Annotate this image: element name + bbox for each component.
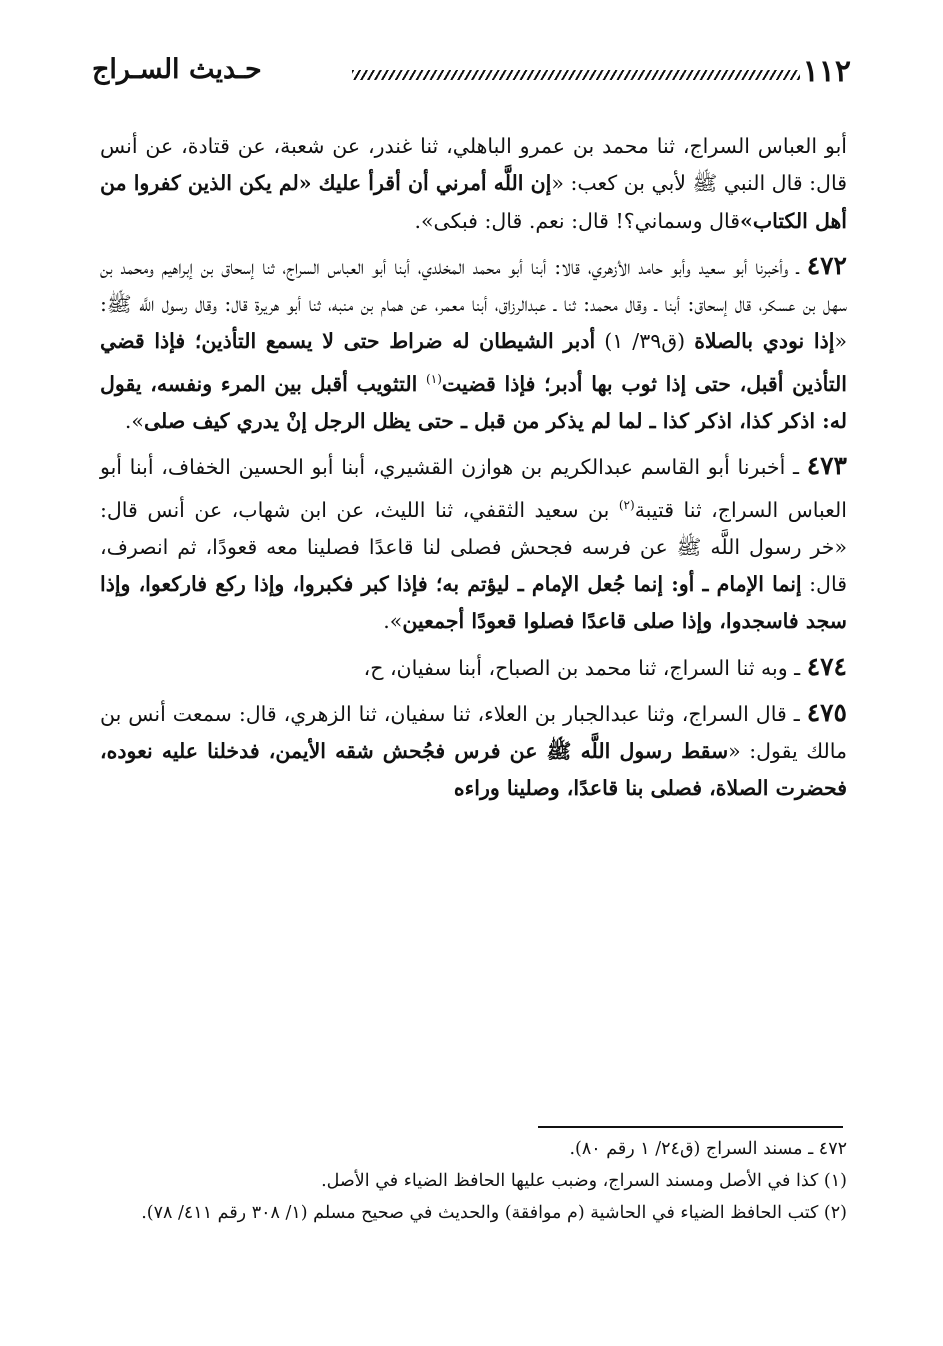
hadith-number: ٤٧٥ — [806, 697, 847, 727]
running-title: حـديث السـراج — [92, 54, 262, 85]
footnote-marker: (١) — [426, 371, 442, 386]
footnote-1: (١) كذا في الأصل ومسند السراج، وضبب عليها الحافظ الضياء في الأصل. — [321, 1171, 847, 1191]
text-run: ». — [383, 609, 403, 634]
hadith-474 — [100, 648, 847, 687]
hadith-text: إذا نودي بالصلاة — [694, 329, 835, 354]
hadith-text: أدبر الشيطان له ضراط حتى لا يسمع التأذين؛ فإذا قضي التأذين أقبل، حتى إذا ثوب بها أدبر؛ فإذا قضيت — [100, 329, 847, 396]
text-run: ـ أخبرنا أبو القاسم عبدالكريم بن هوازن القشيري، أبنا أبو الحسين الخفاف، أبنا أبو العباس السراج، ثنا قتيبة — [100, 455, 847, 522]
hadith-number: ٤٧٤ — [806, 651, 847, 681]
text-run: ـ قال السراج، وثنا عبدالجبار بن العلاء، ثنا سفيان، ثنا الزهري، قال: سمعت أنس بن مالك يقول: « — [100, 701, 848, 764]
text-run: ـ وبه ثنا السراج، ثنا محمد بن الصباح، أبنا سفيان، ح، — [363, 655, 807, 680]
hadith-472 — [100, 247, 847, 440]
body-text — [100, 128, 847, 815]
hadith-number: ٤٧٣ — [806, 451, 847, 481]
hadith-text: إنما الإمام ـ أو: إنما جُعل الإمام ـ ليؤتم به؛ فإذا كبر فكبروا، وإذا ركع فاركعوا، وإذا سجد فاسجدوا، وإذا صلى قاعدًا فصلوا قعودًا أجمعين — [100, 571, 847, 634]
footnotes — [100, 1134, 847, 1230]
hadith-475 — [100, 694, 847, 808]
page-number: ١١٢ — [802, 54, 851, 89]
footnote-2: (٢) كتب الحافظ الضياء في الحاشية (م موافقة) والحديث في صحيح مسلم (١/ ٣٠٨ رقم ٤١١/ ٧٨). — [141, 1203, 847, 1223]
text-run: ». — [124, 408, 144, 433]
hadith-text: إن اللَّه أمرني أن أقرأ عليك «لم يكن الذين كفروا من أهل الكتاب» — [100, 171, 847, 233]
manuscript-ref: (ق٣٩/ ١) — [595, 329, 695, 354]
paragraph-continued — [100, 128, 847, 240]
text-run: قال وسماني؟! قال: نعم. قال: فبكى». — [414, 208, 741, 233]
text-run: ـ وأخبرنا أبو سعيد وأبو حامد الأزهري، قالا: أبنا أبو محمد المخلدي، أبنا أبو العباس السراج، ثنا إسحاق بن إبراهيم ومحمد بن سهل بن عسكر، قال إسحاق: أبنا ـ وقال محمد: ثنا ـ عبدالرزاق، أبنا معمر، عن همام بن منبه، ثنا أبو هريرة قال: وقال رسول اللَّه ﷺ: « — [100, 254, 847, 354]
hadith-number: ٤٧٢ — [806, 250, 847, 280]
hadith-text: سقط رسول اللَّه ﷺ عن فرس فجُحش شقه الأيمن، فدخلنا عليه نعوده، فحضرت الصلاة، فصلى بنا قاعدًا، وصلينا وراءه — [100, 739, 847, 801]
header-hatch-rule — [352, 70, 800, 80]
hadith-473 — [100, 447, 847, 640]
hadith-text: التثويب أقبل بين المرء ونفسه، يقول له: اذكر كذا، اذكر كذا ـ لما لم يذكر من قبل ـ حتى يظل الرجل إنْ يدري كيف صلى — [100, 371, 847, 433]
footnote-separator — [538, 1126, 843, 1128]
text-run: بن سعيد الثقفي، ثنا الليث، عن ابن شهاب، عن أنس قال: «خر رسول اللَّه ﷺ عن فرسه فجحش فصلى لنا قاعدًا فصلينا معه قعودًا، ثم انصرف، قال: — [100, 497, 847, 596]
footnote-472: ٤٧٢ ـ مسند السراج (ق٢٤/ ١ رقم ٨٠). — [569, 1139, 847, 1159]
text-run: أبو العباس السراج، ثنا محمد بن عمرو الباهلي، ثنا غندر، عن شعبة، عن قتادة، عن أنس قال: قال النبي ﷺ لأبي بن كعب: « — [100, 134, 847, 196]
footnote-marker: (٢) — [618, 497, 635, 512]
